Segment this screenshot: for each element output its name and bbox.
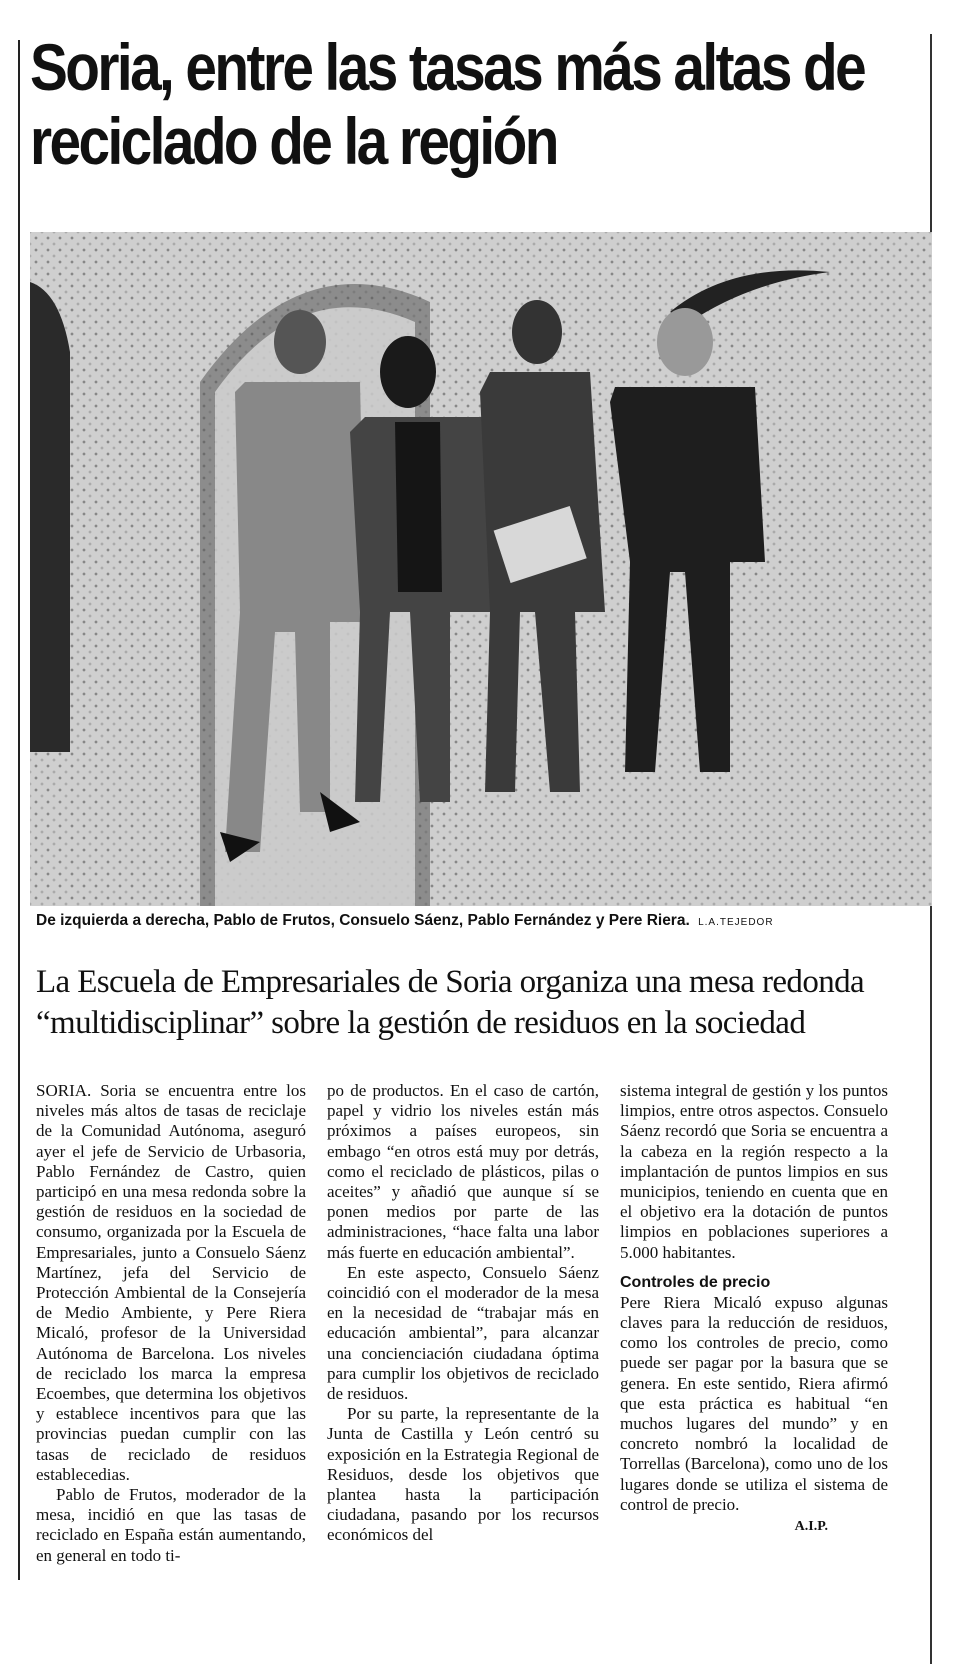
subheadline: La Escuela de Empresariales de Soria organiza una mesa redonda “multidisciplinar” sobre la gestión de residuos en la sociedad xyxy=(36,964,865,1041)
article-column-1 xyxy=(36,1081,306,1566)
headline: Soria, entre las tasas más altas de reciclado de la región xyxy=(30,30,865,178)
paragraph: Pere Riera Micaló expuso algunas claves para la reducción de residuos, como los controles de precio, como puede ser pagar por la basura que se genera. En este sentido, Riera afirmó que esta práctica es habitual “en muchos lugares del mundo” y en concreto nombró la localidad de Torrellas (Barcelona), como uno de los lugares donde se utiliza el sistema de control de precio. xyxy=(620,1292,888,1514)
author-signature: A.I.P. xyxy=(794,1519,828,1535)
paragraph: po de productos. En el caso de cartón, papel y vidrio los niveles están más próximos a países europeos, sin embago “en otros está muy por detrás, como el reciclado de plásticos, pilas o aceites” y añadió que aunque sí se ponen medios por parte de las administraciones, “hace falta una labor más fuerte en educación ambiental”. xyxy=(327,1081,599,1262)
photo-caption xyxy=(36,912,926,930)
photo-illustration xyxy=(30,232,932,906)
paragraph xyxy=(36,1081,306,1485)
dateline: SORIA. xyxy=(36,1081,92,1100)
article-column-3 xyxy=(620,1081,888,1537)
news-photo xyxy=(30,232,932,906)
paragraph: Por su parte, la representante de la Junta de Castilla y León centró su exposición en la Estrategia Regional de Residuos, desde los objetivos que plantea hasta la participación ciudadana, pasando por los recursos económicos del xyxy=(327,1404,599,1545)
paragraph: En este aspecto, Consuelo Sáenz coincidió con el moderador de la mesa en la necesidad de “trabajar más en educación ambiental”, para alcanzar una concienciación ciudadana óptima para cumplir los objetivos de reciclado de residuos. xyxy=(327,1262,599,1404)
photo-credit: L.A.TEJEDOR xyxy=(698,917,774,928)
paragraph: Pablo de Frutos, moderador de la mesa, incidió en que las tasas de reciclado en España están aumentando, en general en todo ti- xyxy=(36,1485,306,1565)
left-column-rule xyxy=(18,40,20,1580)
article-column-2 xyxy=(327,1081,599,1546)
paragraph: sistema integral de gestión y los puntos limpios, entre otros aspectos. Consuelo Sáenz recordó que Soria se encuentra a la cabeza en la región respecto a la implantación de puntos limpios en sus municipios, teniendo en cuenta que en el objetivo era la dotación de puntos limpios en poblaciones superiores a 5.000 habitantes. xyxy=(620,1081,888,1262)
photo-caption-text: De izquierda a derecha, Pablo de Frutos, Consuelo Sáenz, Pablo Fernández y Pere Riera. xyxy=(36,912,690,929)
paragraph-text: Soria se encuentra entre los niveles más altos de tasas de reciclaje de la Comunidad Autónoma, aseguró ayer el jefe de Servicio de Urbasoria, Pablo Fernández de Castro, quien participó en una mesa redonda sobre la gestión de residuos en la sociedad de consumo, organizada por la Escuela de Empresariales, junto a Consuelo Sáenz Martínez, jefa del Servicio de Protección Ambiental de la Consejería de Medio Ambiente, y Pere Riera Micaló, profesor de la Universidad Autónoma de Barcelona. Los niveles de reciclado los marca la empresa Ecoembes, que determina los objetivos y establece incentivos para que las provincias puedan cumplir con las tasas de reciclado de residuos establecedias. xyxy=(36,1081,306,1484)
section-heading: Controles de precio xyxy=(620,1273,771,1291)
